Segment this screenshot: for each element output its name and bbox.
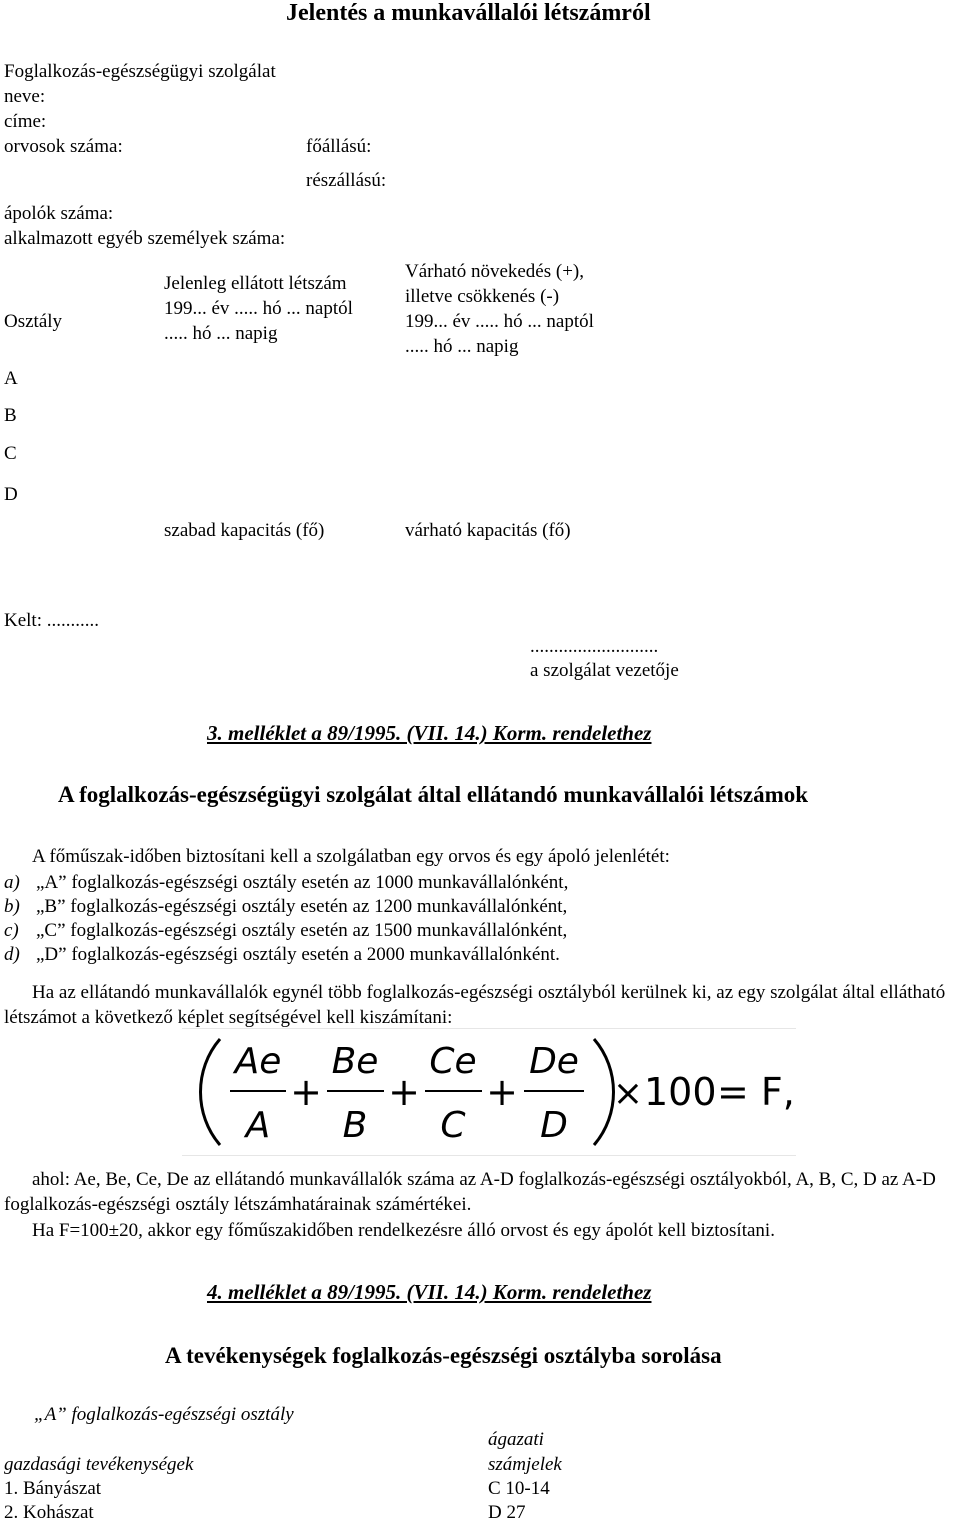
address-label: címe: bbox=[4, 111, 47, 132]
formula-box bbox=[182, 1028, 796, 1156]
expected-header-line3: 199... év ..... hó ... naptól bbox=[405, 311, 594, 332]
denominator-c: C bbox=[440, 1105, 466, 1146]
class-row-d: D bbox=[4, 484, 18, 505]
expected-header-line2: illetve csökkenés (-) bbox=[405, 286, 560, 307]
class-a-label: „A” foglalkozás-egészségi osztály bbox=[34, 1404, 294, 1425]
code-row-1: C 10-14 bbox=[488, 1478, 550, 1499]
item-text-c: „C” foglalkozás-egészségi osztály esetén az 1500 munkavállalónként, bbox=[36, 920, 568, 941]
formula-graphic bbox=[182, 1029, 796, 1155]
item-marker-b: b) bbox=[4, 896, 20, 917]
class-row-b: B bbox=[4, 405, 17, 426]
sector-code-header-line1: ágazati bbox=[488, 1429, 544, 1450]
doctors-count-label: orvosok száma: bbox=[4, 136, 123, 157]
item-text-a: „A” foglalkozás-egészségi osztály esetén az 1000 munkavállalónként, bbox=[36, 872, 569, 893]
parttime-label: részállású: bbox=[306, 170, 387, 191]
annex4-heading: 4. melléklet a 89/1995. (VII. 14.) Korm. rendelethez bbox=[207, 1280, 652, 1304]
numerator-be: Be bbox=[331, 1041, 379, 1082]
date-label: Kelt: ........... bbox=[4, 610, 99, 631]
leader-label: a szolgálat vezetője bbox=[530, 660, 679, 681]
numerator-de: De bbox=[529, 1041, 579, 1082]
class-row-c: C bbox=[4, 443, 17, 464]
denominator-a: A bbox=[245, 1105, 271, 1146]
annex3-intro: A főműszak-időben biztosítani kell a szolgálatban egy orvos és egy ápoló jelenlétét: bbox=[32, 846, 670, 867]
annex3-subtitle: A foglalkozás-egészségügyi szolgálat által ellátandó munkavállalói létszámok bbox=[58, 782, 809, 807]
denominator-b: B bbox=[342, 1105, 368, 1146]
expected-capacity-label: várható kapacitás (fő) bbox=[405, 520, 571, 541]
item-marker-c: c) bbox=[4, 920, 19, 941]
other-staff-label: alkalmazott egyéb személyek száma: bbox=[4, 228, 286, 249]
times-sign: × bbox=[612, 1073, 644, 1114]
sector-code-header-line2: számjelek bbox=[488, 1454, 562, 1475]
expected-header-line4: ..... hó ... napig bbox=[405, 336, 519, 357]
page-title: Jelentés a munkavállalói létszámról bbox=[286, 0, 651, 26]
item-marker-a: a) bbox=[4, 872, 20, 893]
activity-row-2: 2. Kohászat bbox=[4, 1502, 94, 1523]
expected-header-line1: Várható növekedés (+), bbox=[405, 261, 585, 282]
denominator-d: D bbox=[540, 1105, 568, 1146]
free-capacity-label: szabad kapacitás (fő) bbox=[164, 520, 325, 541]
numerator-ae: Ae bbox=[234, 1041, 282, 1082]
name-label: neve: bbox=[4, 86, 46, 107]
fulltime-label: főállású: bbox=[306, 136, 372, 157]
current-header-line3: ..... hó ... napig bbox=[164, 323, 278, 344]
service-title-label: Foglalkozás-egészségügyi szolgálat bbox=[4, 61, 276, 82]
item-text-b: „B” foglalkozás-egészségi osztály esetén az 1200 munkavállalónként, bbox=[36, 896, 568, 917]
formula-intro-paragraph: Ha az ellátandó munkavállalók egynél több foglalkozás-egészségi osztályból kerülnek ki, az egy szolgálat által ellátható létszámot a következő képlet segítségével kell kiszámítani: bbox=[4, 982, 946, 1028]
item-text-d: „D” foglalkozás-egészségi osztály esetén a 2000 munkavállalónként. bbox=[36, 944, 560, 965]
formula-result: = F, bbox=[717, 1070, 795, 1114]
formula-constant: 100 bbox=[644, 1070, 717, 1114]
plus-1: + bbox=[290, 1070, 322, 1114]
f-condition-paragraph: Ha F=100±20, akkor egy főműszakidőben rendelkezésre álló orvost és egy ápolót kell biztosítani. bbox=[32, 1220, 775, 1241]
item-marker-d: d) bbox=[4, 944, 20, 965]
numerator-ce: Ce bbox=[429, 1041, 477, 1082]
class-row-a: A bbox=[4, 368, 18, 389]
activity-row-1: 1. Bányászat bbox=[4, 1478, 102, 1499]
annex3-heading: 3. melléklet a 89/1995. (VII. 14.) Korm. rendelethez bbox=[207, 721, 652, 745]
current-header-line1: Jelenleg ellátott létszám bbox=[164, 273, 347, 294]
plus-3: + bbox=[486, 1070, 518, 1114]
current-header-line2: 199... év ..... hó ... naptól bbox=[164, 298, 353, 319]
formula-explanation-paragraph: ahol: Ae, Be, Ce, De az ellátandó munkavállalók száma az A-D foglalkozás-egészségi osztályokból, A, B, C, D az A-D foglalkozás-egészségi osztály létszámhatárainak számértékei. bbox=[4, 1169, 936, 1215]
signature-dots: ........................... bbox=[530, 636, 659, 657]
activities-header: gazdasági tevékenységek bbox=[4, 1454, 194, 1475]
plus-2: + bbox=[388, 1070, 420, 1114]
nurses-count-label: ápolók száma: bbox=[4, 203, 114, 224]
annex4-subtitle: A tevékenységek foglalkozás-egészségi osztályba sorolása bbox=[165, 1343, 722, 1368]
code-row-2: D 27 bbox=[488, 1502, 526, 1523]
class-column-header: Osztály bbox=[4, 311, 63, 332]
